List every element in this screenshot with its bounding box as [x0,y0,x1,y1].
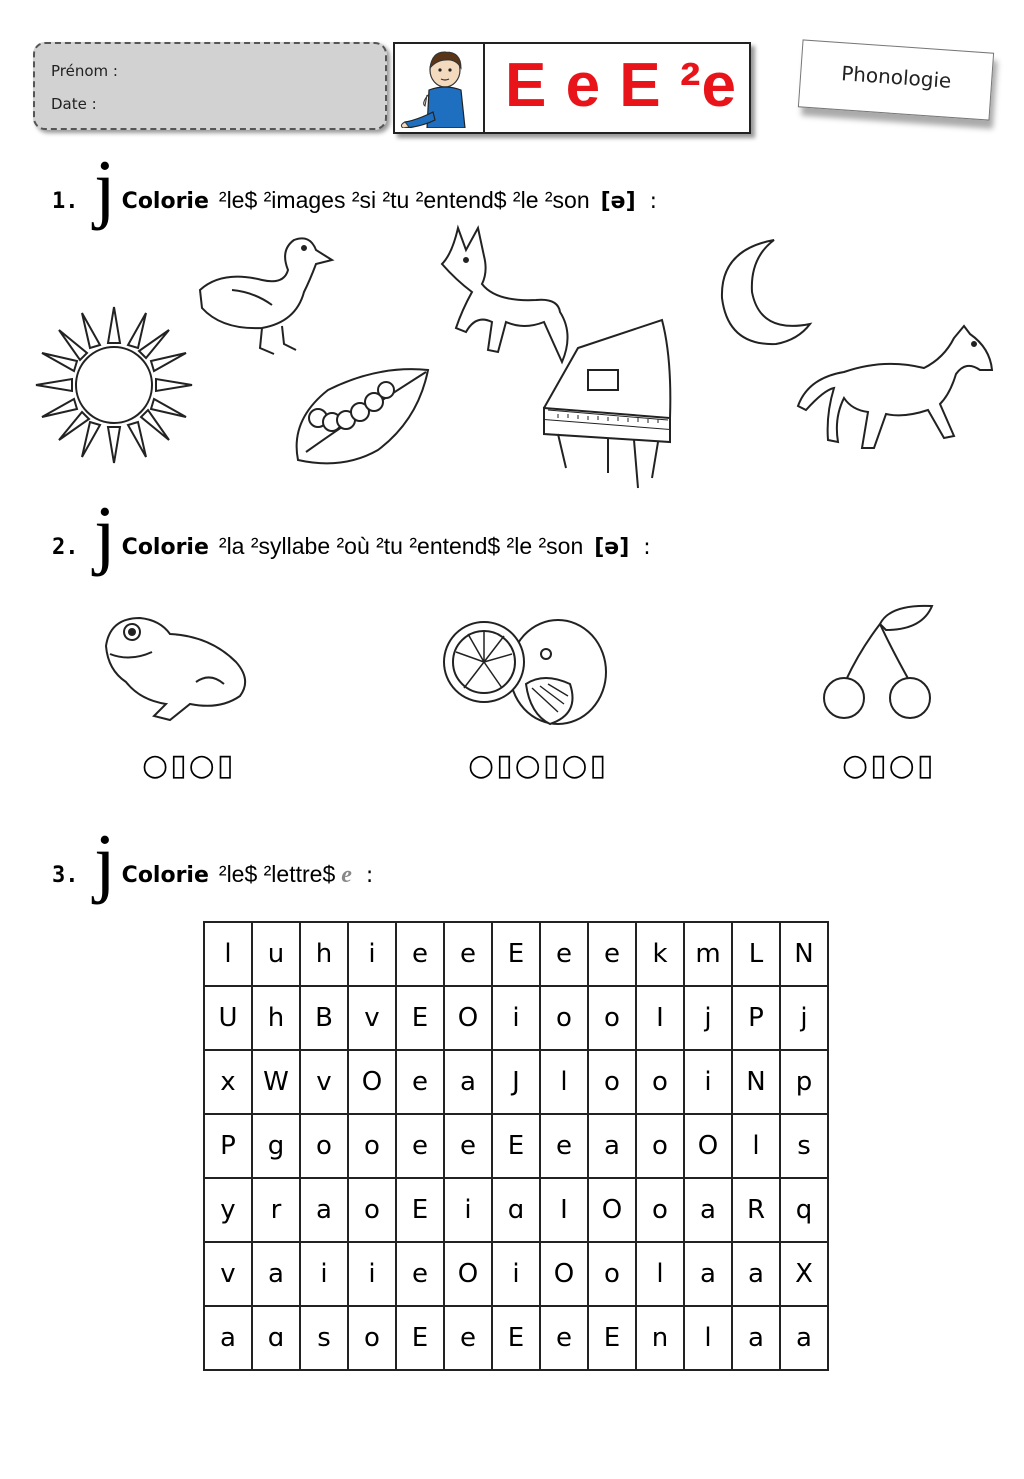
grid-cell[interactable]: o [636,1050,684,1114]
prenom-label: Prénom : [51,62,118,80]
grid-cell[interactable]: a [684,1242,732,1306]
grid-cell[interactable]: P [732,986,780,1050]
cherries-syllables[interactable]: ○▯○▯ [842,748,936,783]
grid-cell[interactable]: o [348,1178,396,1242]
grid-cell[interactable]: O [588,1178,636,1242]
grid-row [204,1114,828,1178]
grid-cell[interactable]: e [588,922,636,986]
pencil-glyph-icon: j [94,490,116,577]
grid-cell[interactable]: R [732,1178,780,1242]
grid-cell[interactable]: e [396,1114,444,1178]
grid-cell[interactable]: E [492,1114,540,1178]
grid-row [204,922,828,986]
exercise-3-text: ²le$ ²lettre$ [218,861,336,887]
grid-cell[interactable]: a [300,1178,348,1242]
exercise-3-verb: Colorie [121,863,209,888]
grid-cell[interactable]: e [396,1050,444,1114]
grid-cell[interactable]: E [396,986,444,1050]
grid-cell[interactable]: o [636,1114,684,1178]
grid-cell[interactable]: o [300,1114,348,1178]
grid-cell[interactable]: u [252,922,300,986]
grid-cell[interactable]: i [684,1050,732,1114]
grid-row [204,986,828,1050]
exercise-1-phoneme: [ə] [600,189,636,214]
grid-cell[interactable]: j [684,986,732,1050]
orange-syllables[interactable]: ○▯○▯○▯ [468,748,609,783]
grid-cell[interactable]: e [540,1306,588,1370]
grid-cell[interactable]: l [540,1050,588,1114]
grid-cell[interactable]: o [636,1178,684,1242]
grid-cell[interactable]: J [492,1050,540,1114]
exercise-2-phoneme: [ə] [594,535,630,560]
grid-cell[interactable]: I [636,986,684,1050]
exercise-3-colon: : [365,863,374,888]
grid-cell[interactable]: E [492,1306,540,1370]
pencil-glyph-icon: j [94,144,116,231]
grid-cell[interactable]: m [684,922,732,986]
exercise-1-colon: : [649,189,658,214]
letter-grid [203,921,829,1371]
grid-cell[interactable]: e [444,922,492,986]
cherries-image[interactable] [818,600,938,726]
grid-cell[interactable]: E [396,1178,444,1242]
grid-cell[interactable]: n [636,1306,684,1370]
grid-cell[interactable]: s [300,1306,348,1370]
exercise-2-instruction [52,490,651,577]
grid-cell[interactable]: i [348,1242,396,1306]
grid-cell[interactable]: ɑ [492,1178,540,1242]
grid-row [204,1178,828,1242]
caterpillar-image[interactable] [288,360,438,470]
grid-cell[interactable]: X [780,1242,828,1306]
grid-cell[interactable]: W [252,1050,300,1114]
grid-cell[interactable]: a [588,1114,636,1178]
sun-image[interactable] [34,305,194,465]
grid-cell[interactable]: v [300,1050,348,1114]
grid-cell[interactable]: a [444,1050,492,1114]
grid-cell[interactable]: j [780,986,828,1050]
grid-cell[interactable]: a [684,1178,732,1242]
horse-image[interactable] [794,318,996,468]
grid-cell[interactable]: e [396,922,444,986]
grid-cell[interactable]: a [204,1306,252,1370]
grid-cell[interactable]: o [588,986,636,1050]
grid-cell[interactable]: o [348,1306,396,1370]
sound-title: E e E ²e [505,51,737,120]
grid-cell[interactable]: O [540,1242,588,1306]
grid-cell[interactable]: g [252,1114,300,1178]
exercise-2-colon: : [643,535,651,560]
grid-row [204,1306,828,1370]
exercise-3-number: 3. [52,863,79,888]
grid-cell[interactable]: ɑ [252,1306,300,1370]
grid-cell[interactable]: q [780,1178,828,1242]
grid-cell[interactable]: L [732,922,780,986]
grid-cell[interactable]: r [252,1178,300,1242]
exercise-1-verb: Colorie [121,189,209,214]
grid-cell[interactable]: i [348,922,396,986]
grid-cell[interactable]: l [204,922,252,986]
grid-row [204,1242,828,1306]
grid-cell[interactable]: O [348,1050,396,1114]
grid-cell[interactable]: P [204,1114,252,1178]
grid-cell[interactable]: i [300,1242,348,1306]
grid-cell[interactable]: o [588,1050,636,1114]
grid-cell[interactable]: a [780,1306,828,1370]
piano-image[interactable] [538,318,678,493]
exercise-2-number: 2. [52,535,79,560]
orange-image[interactable] [440,614,610,730]
frog-syllables[interactable]: ○▯○▯ [142,748,236,783]
grid-cell[interactable]: B [300,986,348,1050]
student-info-box [33,42,387,130]
grid-cell[interactable]: e [444,1114,492,1178]
grid-cell[interactable]: p [780,1050,828,1114]
grid-cell[interactable]: l [732,1114,780,1178]
grid-row [204,1050,828,1114]
grid-cell[interactable]: e [396,1242,444,1306]
grid-cell[interactable]: e [540,922,588,986]
grid-cell[interactable]: E [492,922,540,986]
grid-cell[interactable]: O [684,1114,732,1178]
grid-cell[interactable]: y [204,1178,252,1242]
date-label: Date : [51,95,97,113]
grid-cell[interactable]: N [732,1050,780,1114]
grid-cell[interactable]: o [588,1242,636,1306]
grid-cell[interactable]: O [444,986,492,1050]
grid-cell[interactable]: x [204,1050,252,1114]
exercise-2-verb: Colorie [121,535,209,560]
grid-cell[interactable]: v [204,1242,252,1306]
exercise-1-instruction [52,144,658,231]
grid-cell[interactable]: N [780,922,828,986]
boy-illustration [399,48,481,128]
category-label: Phonologie [840,61,953,93]
grid-cell[interactable]: s [780,1114,828,1178]
duck-image[interactable] [192,230,337,358]
grid-cell[interactable]: o [540,986,588,1050]
grid-cell[interactable]: l [636,1242,684,1306]
target-letter: e [341,862,352,888]
grid-cell[interactable]: e [540,1114,588,1178]
grid-cell[interactable]: U [204,986,252,1050]
grid-cell[interactable]: i [492,1242,540,1306]
category-tag [798,39,994,120]
exercise-2-text: ²la ²syllabe ²où ²tu ²entend$ ²le ²son [218,533,584,559]
grid-cell[interactable]: I [540,1178,588,1242]
grid-cell[interactable]: E [588,1306,636,1370]
grid-cell[interactable]: E [396,1306,444,1370]
exercise-1-text: ²le$ ²images ²si ²tu ²entend$ ²le ²son [218,187,590,213]
exercise-1-number: 1. [52,189,79,214]
grid-cell[interactable]: O [444,1242,492,1306]
grid-cell[interactable]: i [492,986,540,1050]
exercise-3-instruction [52,818,374,905]
grid-cell[interactable]: k [636,922,684,986]
grid-cell[interactable]: l [684,1306,732,1370]
grid-cell[interactable]: a [732,1306,780,1370]
grid-cell[interactable]: v [348,986,396,1050]
grid-cell[interactable]: i [444,1178,492,1242]
title-divider [483,44,485,132]
grid-cell[interactable]: a [252,1242,300,1306]
frog-image[interactable] [100,610,252,724]
grid-cell[interactable]: e [444,1306,492,1370]
grid-cell[interactable]: o [348,1114,396,1178]
title-box [393,42,751,134]
pencil-glyph-icon: j [94,818,116,905]
grid-cell[interactable]: h [252,986,300,1050]
grid-cell[interactable]: a [732,1242,780,1306]
grid-cell[interactable]: h [300,922,348,986]
